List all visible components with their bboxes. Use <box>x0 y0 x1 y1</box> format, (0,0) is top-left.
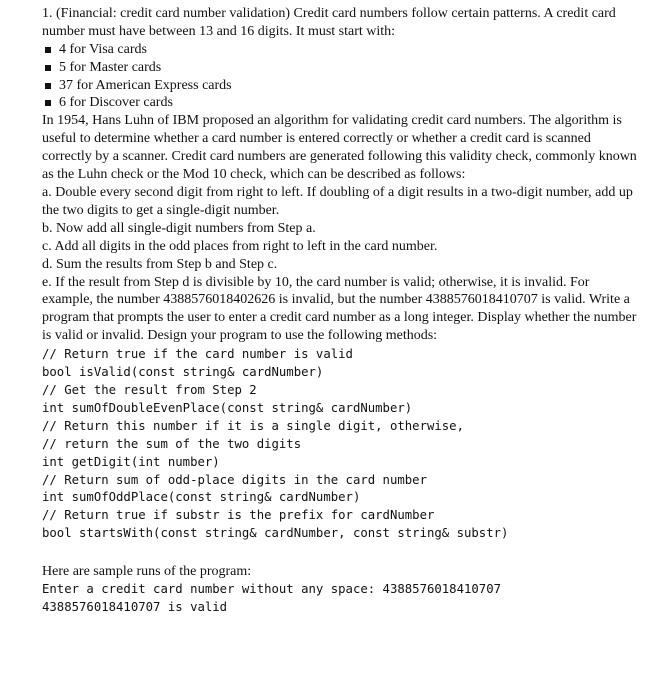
sample-output-line: 4388576018410707 is valid <box>42 599 228 614</box>
square-bullet-icon <box>45 47 51 53</box>
code-line: int sumOfOddPlace(const string& cardNumber) <box>42 490 361 505</box>
code-line: // Return sum of odd-place digits in the card number <box>42 472 427 487</box>
step-e: e. If the result from Step d is divisible by 10, the card number is valid; otherwise, it is invalid. For example, the number 4388576018402626 is invalid, but the number 4388576018410707 is valid. Write a program that prompts the user to enter a credit card number as a long integer. Display whether the number is valid or invalid. Design your program to use the following methods: <box>42 274 637 344</box>
method-signatures-code <box>42 346 642 543</box>
code-line: int getDigit(int number) <box>42 454 220 469</box>
code-line: bool startsWith(const string& cardNumber, const string& substr) <box>42 526 509 541</box>
step-d: d. Sum the results from Step b and Step c. <box>42 256 278 272</box>
code-line: // Return true if substr is the prefix for cardNumber <box>42 508 435 523</box>
code-line: // Return true if the card number is valid <box>42 347 353 362</box>
code-line: // Get the result from Step 2 <box>42 382 257 397</box>
square-bullet-icon <box>45 65 51 71</box>
sample-heading: Here are sample runs of the program: <box>42 564 252 580</box>
square-bullet-icon <box>45 83 51 89</box>
step-c: c. Add all digits in the odd places from right to left in the card number. <box>42 238 438 254</box>
problem-document <box>42 5 642 617</box>
code-line: // return the sum of the two digits <box>42 436 302 451</box>
code-line: // Return this number if it is a single digit, otherwise, <box>42 418 464 433</box>
list-item: 5 for Master cards <box>42 59 642 77</box>
card-prefix-list <box>42 41 642 113</box>
list-item: 6 for Discover cards <box>42 94 642 112</box>
problem-title: 1. (Financial: credit card number validation) Credit card numbers follow certain patterns. A credit card number must have between 13 and 16 digits. It must start with: <box>42 6 616 39</box>
list-item: 4 for Visa cards <box>42 41 642 59</box>
step-b: b. Now add all single-digit numbers from Step a. <box>42 220 316 236</box>
code-line: int sumOfDoubleEvenPlace(const string& cardNumber) <box>42 400 413 415</box>
intro-paragraph: In 1954, Hans Luhn of IBM proposed an algorithm for validating credit card numbers. The algorithm is useful to determine whether a card number is entered correctly or whether a credit card is scanned correctly by a scanner. Credit card numbers are generated following this validity check, commonly known as the Luhn check or the Mod 10 check, which can be described as follows: <box>42 113 637 183</box>
list-item: 37 for American Express cards <box>42 77 642 95</box>
square-bullet-icon <box>45 100 51 106</box>
code-line: bool isValid(const string& cardNumber) <box>42 365 324 380</box>
sample-output-line: Enter a credit card number without any space: 4388576018410707 <box>42 582 502 597</box>
step-a: a. Double every second digit from right to left. If doubling of a digit results in a two-digit number, add up the two digits to get a single-digit number. <box>42 185 633 218</box>
